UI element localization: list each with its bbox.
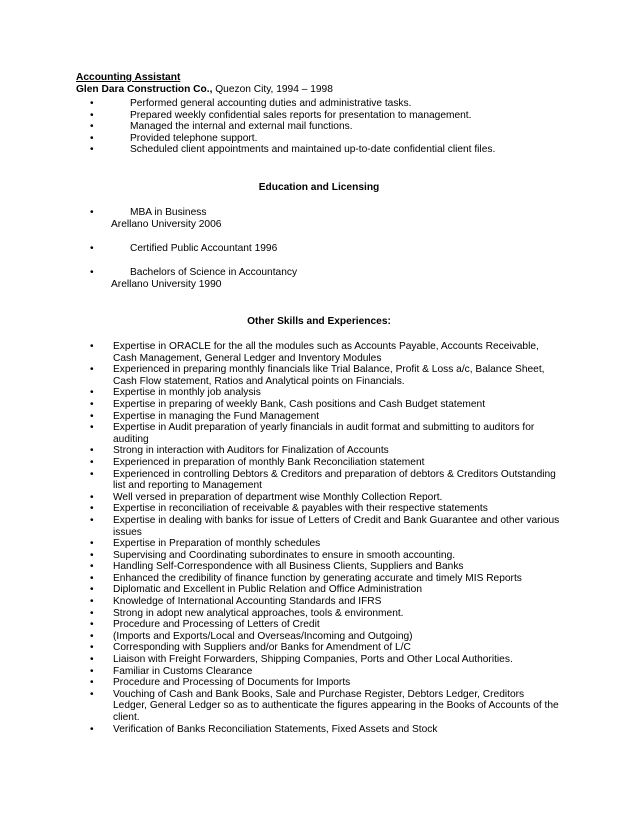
item-text: Procedure and Processing of Letters of Credit (113, 619, 320, 631)
bullet: • (90, 468, 94, 480)
education-main: MBA in Business (130, 207, 207, 218)
bullet: • (90, 723, 94, 735)
list-item (90, 631, 560, 643)
list-item (90, 666, 560, 678)
item-text: Expertise in monthly job analysis (113, 387, 261, 399)
item-text: Provided telephone support. (130, 132, 258, 144)
list-item (90, 399, 560, 411)
bullet: • (90, 98, 94, 109)
item-text: Managed the internal and external mail functions. (130, 121, 353, 133)
item-text: Experienced in preparing monthly financials like Trial Balance, Profit & Loss a/c, Balance Sheet, Cash Flow statement, Ratios and Analytical points on Financials. (113, 364, 545, 387)
item-text: Strong in adopt new analytical approaches, tools & environment. (113, 607, 404, 619)
bullet: • (90, 572, 94, 584)
bullet: • (90, 456, 94, 468)
list-item (90, 503, 560, 515)
job-title: Accounting Assistant (76, 72, 181, 83)
bullet: • (90, 341, 94, 352)
item-text: Expertise in managing the Fund Management (113, 410, 320, 422)
duties-list (90, 98, 560, 156)
item-text: Strong in interaction with Auditors for Finalization of Accounts (113, 445, 389, 457)
list-item (90, 561, 560, 573)
list-item (90, 584, 560, 596)
list-item (90, 457, 560, 469)
list-item (90, 608, 560, 620)
bullet: • (90, 121, 94, 133)
company-line (76, 84, 333, 96)
list-item (90, 411, 560, 423)
list-item (90, 538, 560, 550)
item-text: Well versed in preparation of department wise Monthly Collection Report. (113, 491, 443, 503)
education-item (90, 207, 560, 230)
item-text: Supervising and Coordinating subordinates to ensure in smooth accounting. (113, 549, 456, 561)
item-text: Experienced in preparation of monthly Bank Reconciliation statement (113, 456, 425, 468)
bullet: • (90, 207, 94, 218)
bullet: • (90, 398, 94, 410)
item-text: Expertise in preparing of weekly Bank, Cash positions and Cash Budget statement (113, 398, 486, 410)
list-item (90, 677, 560, 689)
bullet: • (90, 387, 94, 399)
list-item (90, 98, 560, 110)
bullet: • (90, 514, 94, 526)
list-item (90, 364, 560, 387)
bullet: • (90, 445, 94, 457)
list-item (90, 110, 560, 122)
bullet: • (90, 538, 94, 550)
bullet: • (90, 109, 94, 121)
location-dates: Quezon City, 1994 – 1998 (212, 84, 333, 95)
list-item (90, 492, 560, 504)
list-item (90, 596, 560, 608)
bullet: • (90, 654, 94, 666)
item-text: Knowledge of International Accounting Standards and IFRS (113, 596, 382, 608)
bullet: • (90, 607, 94, 619)
bullet: • (90, 503, 94, 515)
item-text: Expertise in reconciliation of receivable & payables with their respective statements (113, 503, 488, 515)
list-item (90, 573, 560, 585)
bullet: • (90, 642, 94, 654)
bullet: • (90, 144, 94, 156)
bullet: • (90, 619, 94, 631)
list-item (90, 144, 560, 156)
skills-list (90, 341, 560, 735)
bullet: • (90, 584, 94, 596)
list-item (90, 550, 560, 562)
item-text: Scheduled client appointments and maintained up-to-date confidential client files. (130, 144, 496, 156)
item-text: Performed general accounting duties and administrative tasks. (130, 98, 412, 109)
list-item (90, 515, 560, 538)
item-text: Familiar in Customs Clearance (113, 665, 253, 677)
bullet: • (90, 364, 94, 376)
bullet: • (90, 422, 94, 434)
item-text: Liaison with Freight Forwarders, Shipping Companies, Ports and Other Local Authorities. (113, 654, 513, 666)
list-item (90, 422, 560, 445)
item-text: Expertise in Preparation of monthly schedules (113, 538, 321, 550)
item-text: Experienced in controlling Debtors & Creditors and preparation of debtors & Creditors Outstanding list and reporting to Management (113, 468, 556, 492)
list-item (90, 642, 560, 654)
list-item (90, 724, 560, 736)
company-name: Glen Dara Construction Co., (76, 84, 213, 95)
education-main: Certified Public Accountant 1996 (130, 243, 278, 254)
item-text: Expertise in dealing with banks for issue of Letters of Credit and Bank Guarantee and other various issues (113, 514, 560, 538)
item-text: Prepared weekly confidential sales reports for presentation to management. (130, 109, 472, 121)
bullet: • (90, 410, 94, 422)
education-sub: Arellano University 1990 (111, 278, 222, 290)
bullet: • (90, 549, 94, 561)
bullet: • (90, 491, 94, 503)
item-text: Handling Self-Correspondence with all Business Clients, Suppliers and Banks (113, 561, 464, 573)
skills-heading: Other Skills and Experiences: (247, 316, 391, 327)
list-item (90, 387, 560, 399)
item-text: Expertise in ORACLE for the all the modules such as Accounts Payable, Accounts Receivable, Cash Management, General Ledger and Inventory Modules (113, 341, 539, 364)
item-text: Diplomatic and Excellent in Public Relation and Office Administration (113, 584, 422, 596)
bullet: • (90, 267, 94, 278)
item-text: Vouching of Cash and Bank Books, Sale and Purchase Register, Debtors Ledger, Creditors Ledger, General Ledger so as to authenticate the figures appearing in the Books of Accounts of the client. (113, 688, 559, 723)
list-item (90, 445, 560, 457)
bullet: • (90, 688, 94, 700)
education-item (90, 267, 560, 290)
item-text: Procedure and Processing of Documents for Imports (113, 677, 351, 689)
item-text: Enhanced the credibility of finance function by generating accurate and timely MIS Reports (113, 572, 522, 584)
list-item (90, 133, 560, 145)
item-text: Verification of Banks Reconciliation Statements, Fixed Assets and Stock (113, 723, 438, 735)
bullet: • (90, 132, 94, 144)
list-item (90, 654, 560, 666)
list-item (90, 619, 560, 631)
education-heading: Education and Licensing (258, 182, 380, 193)
bullet: • (90, 243, 94, 254)
bullet: • (90, 677, 94, 689)
item-text: Corresponding with Suppliers and/or Banks for Amendment of L/C (113, 642, 411, 654)
list-item (90, 469, 560, 492)
education-item (90, 243, 560, 255)
bullet: • (90, 665, 94, 677)
education-sub: Arellano University 2006 (111, 218, 222, 230)
bullet: • (90, 630, 94, 642)
list-item (90, 121, 560, 133)
item-text: Expertise in Audit preparation of yearly financials in audit format and submitting to auditors for auditing (113, 422, 535, 445)
list-item (90, 341, 560, 364)
bullet: • (90, 596, 94, 608)
list-item (90, 689, 560, 724)
education-main: Bachelors of Science in Accountancy (130, 267, 298, 278)
bullet: • (90, 561, 94, 573)
item-text: (Imports and Exports/Local and Overseas/Incoming and Outgoing) (113, 630, 413, 642)
